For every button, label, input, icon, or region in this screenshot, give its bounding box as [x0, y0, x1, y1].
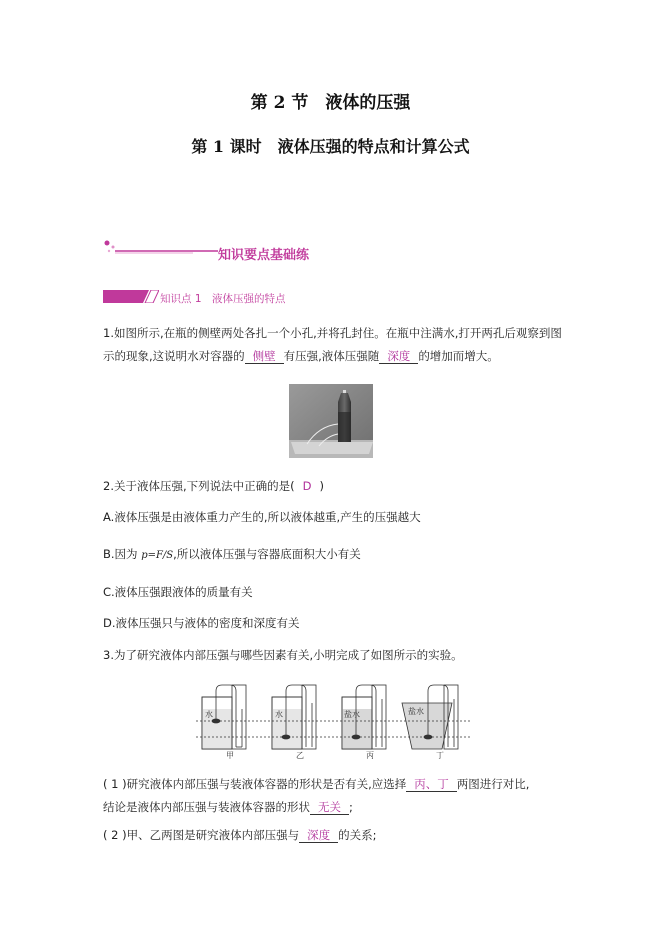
- chapter-title: 第 2 节 液体的压强: [250, 93, 411, 113]
- question-2-stem: [103, 475, 324, 498]
- q3-sub1-line-1: [103, 773, 563, 796]
- bottle-experiment-photo: [289, 384, 373, 458]
- q3-sub1-answer-blank: 丙、丁: [406, 777, 457, 792]
- liquid-label: 盐水: [344, 710, 360, 719]
- figure-label-jia: 甲: [226, 751, 234, 760]
- figure-label-yi: 乙: [296, 751, 304, 760]
- q3-sub1-text: ( 1 )研究液体内部压强与装液体容器的形状是否有关,应选择: [103, 777, 407, 791]
- question-1: [103, 322, 563, 368]
- lesson-subtitle: 第 1 课时 液体压强的特点和计算公式: [191, 137, 470, 156]
- q1-answer-blank-1: 侧壁: [245, 349, 284, 364]
- q2-option-b: [103, 543, 361, 567]
- q3-sub2-answer-blank: 深度: [299, 828, 338, 843]
- section-label: 知识要点基础练: [218, 248, 310, 263]
- q2-answer: D: [302, 479, 312, 493]
- section-decoration: [103, 238, 223, 260]
- q2-option-b-prefix: B.因为: [103, 547, 142, 561]
- q1-text: 示的现象,这说明水对容器的: [103, 349, 245, 363]
- q3-sub1-answer-blank-2: 无关: [310, 800, 349, 815]
- q3-sub1-text: 两图进行对比,: [456, 777, 530, 791]
- figure-label-ding: 丁: [436, 751, 444, 760]
- liquid-label: 水: [275, 710, 283, 719]
- figure-label-bing: 丙: [366, 751, 374, 760]
- q3-sub1-text: 结论是液体内部压强与装液体容器的形状: [103, 800, 310, 814]
- pressure-formula: p=F/S: [141, 550, 174, 561]
- q3-sub1-line-2: [103, 796, 563, 819]
- q1-line-2: [103, 345, 563, 368]
- question-3-stem: 3.为了研究液体内部压强与哪些因素有关,小明完成了如图所示的实验。: [103, 648, 463, 662]
- q3-sub2-text: 的关系;: [338, 828, 377, 842]
- q2-option-c: C.液体压强跟液体的质量有关: [103, 585, 253, 599]
- q2-option-b-text: ,所以液体压强与容器底面积大小有关: [173, 547, 361, 561]
- q3-sub2-text: ( 2 )甲、乙两图是研究液体内部压强与: [103, 828, 300, 842]
- knowledge-point-tag: [103, 288, 159, 301]
- q1-text: 的增加而增大。: [418, 349, 499, 363]
- q3-subquestion-1: [103, 773, 563, 819]
- q1-answer-blank-2: 深度: [379, 349, 418, 364]
- knowledge-point-label: 知识点 1 液体压强的特点: [160, 293, 286, 305]
- liquid-label: 盐水: [408, 707, 424, 716]
- q1-text: 有压强,液体压强随: [283, 349, 380, 363]
- q3-subquestion-2: [103, 824, 376, 847]
- liquid-label: 水: [205, 710, 213, 719]
- q3-sub1-text: ;: [349, 800, 353, 814]
- q2-option-a: A.液体压强是由液体重力产生的,所以液体越重,产生的压强越大: [103, 510, 421, 524]
- pressure-experiment-figure: [196, 679, 471, 759]
- q2-stem-close: ): [319, 479, 324, 493]
- q2-stem-text: 2.关于液体压强,下列说法中正确的是(: [103, 479, 295, 493]
- q1-line-1: 1.如图所示,在瓶的侧壁两处各扎一个小孔,并将孔封住。在瓶中注满水,打开两孔后观察到图: [103, 326, 562, 340]
- q2-option-d: D.液体压强只与液体的密度和深度有关: [103, 616, 300, 630]
